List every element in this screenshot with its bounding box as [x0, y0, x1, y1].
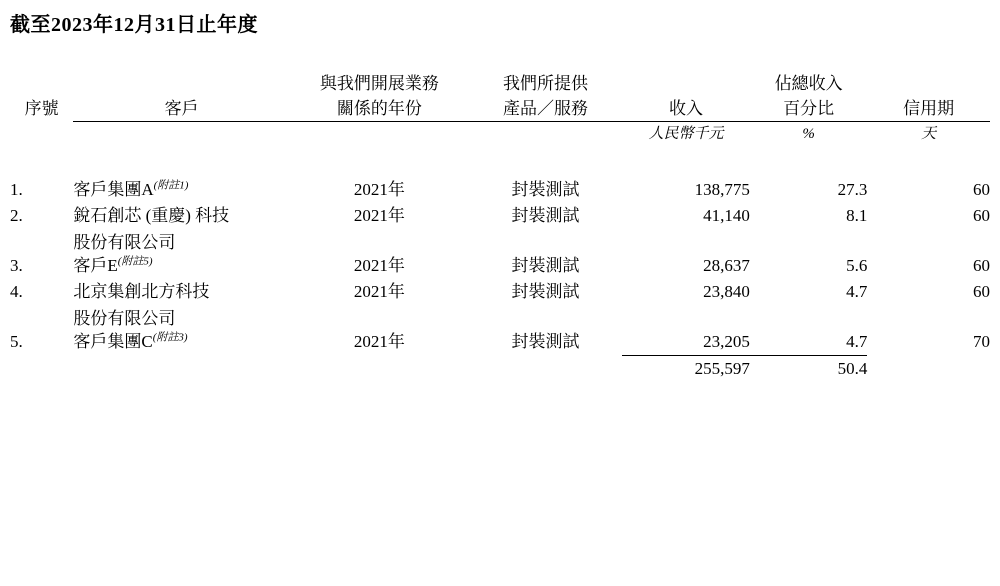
row-revenue: 23,205	[703, 332, 750, 352]
row-customer-name: 客戶集團C	[73, 332, 153, 352]
row-no: 4.	[10, 281, 23, 301]
unit-years	[290, 122, 469, 143]
row-product: 封裝測試	[511, 256, 580, 276]
row-customer-line2: 股份有限公司	[73, 233, 176, 253]
row-customer-name: 北京集創北方科技	[73, 281, 210, 301]
header-years-line1: 與我們開展業務	[319, 74, 439, 93]
row-customer-name: 銳石創芯 (重慶) 科技	[73, 205, 230, 225]
row-customer-note: (附註3)	[152, 331, 188, 344]
row-no: 3.	[10, 256, 23, 276]
header-product	[469, 72, 622, 121]
header-percentage	[750, 72, 868, 121]
row-customer-name: 客戶E	[73, 256, 118, 276]
header-no	[10, 72, 73, 121]
table-row	[10, 203, 990, 229]
row-revenue: 41,140	[703, 205, 750, 225]
cont-percentage	[750, 228, 868, 253]
cont-no	[10, 304, 73, 329]
row-years: 2021年	[353, 281, 405, 301]
cont-credit	[867, 304, 990, 329]
total-revenue: 255,597	[694, 358, 750, 378]
header-pct-line1: 佔總收入	[774, 74, 843, 93]
row-percentage: 8.1	[846, 205, 868, 225]
table-header-row	[10, 72, 990, 121]
row-percentage: 4.7	[846, 332, 868, 352]
row-credit: 60	[973, 256, 990, 276]
row-no: 1.	[10, 180, 23, 200]
header-product-line2: 產品／服務	[502, 98, 588, 118]
total-credit	[867, 356, 990, 382]
total-customer	[73, 356, 290, 382]
row-years: 2021年	[353, 180, 405, 200]
header-no-label: 序號	[24, 98, 59, 118]
header-pct-line2: 百分比	[783, 98, 835, 118]
unit-customer	[73, 122, 290, 143]
page-title: 截至2023年12月31日止年度	[10, 14, 258, 36]
row-percentage: 27.3	[837, 180, 868, 200]
row-customer-note: (附註5)	[117, 255, 153, 268]
header-years	[290, 72, 469, 121]
header-credit-label: 信用期	[903, 98, 955, 118]
table-row	[10, 177, 990, 203]
row-credit: 70	[973, 332, 990, 352]
cont-product	[469, 304, 622, 329]
row-revenue: 28,637	[703, 256, 750, 276]
total-percentage: 50.4	[837, 358, 868, 378]
total-row	[10, 356, 990, 382]
row-customer	[73, 329, 290, 355]
unit-percentage: %	[802, 126, 815, 143]
header-revenue	[622, 72, 750, 121]
row-credit: 60	[973, 180, 990, 200]
row-years: 2021年	[353, 205, 405, 225]
row-revenue: 138,775	[694, 180, 750, 200]
row-years: 2021年	[353, 332, 405, 352]
row-revenue: 23,840	[703, 281, 750, 301]
spacer-cell	[10, 143, 990, 177]
row-customer	[73, 203, 290, 229]
header-revenue-label: 收入	[668, 98, 703, 118]
cont-years	[290, 228, 469, 253]
header-customer-label: 客戶	[164, 98, 199, 118]
row-customer-note: (附註1)	[153, 179, 189, 192]
row-product: 封裝測試	[511, 205, 580, 225]
row-percentage: 5.6	[846, 256, 868, 276]
total-years	[290, 356, 469, 382]
row-no: 5.	[10, 332, 23, 352]
unit-revenue: 人民幣千元	[648, 126, 724, 143]
row-customer	[73, 177, 290, 203]
row-percentage: 4.7	[846, 281, 868, 301]
row-product: 封裝測試	[511, 180, 580, 200]
row-credit: 60	[973, 205, 990, 225]
cont-years	[290, 304, 469, 329]
unit-credit: 天	[921, 126, 937, 143]
cont-no	[10, 228, 73, 253]
total-product	[469, 356, 622, 382]
table-row	[10, 253, 990, 279]
total-no	[10, 356, 73, 382]
major-customers-table	[10, 72, 990, 381]
units-spacer-row	[10, 143, 990, 177]
row-no: 2.	[10, 205, 23, 225]
cont-revenue	[622, 304, 750, 329]
row-product: 封裝測試	[511, 281, 580, 301]
cont-product	[469, 228, 622, 253]
cont-revenue	[622, 228, 750, 253]
header-credit-period	[867, 72, 990, 121]
header-product-line1: 我們所提供	[502, 74, 588, 93]
row-customer	[73, 253, 290, 279]
row-customer	[73, 279, 290, 305]
row-product: 封裝測試	[511, 332, 580, 352]
cont-credit	[867, 228, 990, 253]
unit-product	[469, 122, 622, 143]
row-customer-name: 客戶集團A	[73, 180, 154, 200]
table-row	[10, 279, 990, 305]
table-row	[10, 329, 990, 355]
header-years-line2: 關係的年份	[336, 98, 422, 118]
header-customer	[73, 72, 290, 121]
table-row-continuation	[10, 304, 990, 329]
unit-no	[10, 122, 73, 143]
row-credit: 60	[973, 281, 990, 301]
units-row	[10, 122, 990, 143]
cont-percentage	[750, 304, 868, 329]
row-customer-line2: 股份有限公司	[73, 309, 176, 329]
table-row-continuation	[10, 228, 990, 253]
row-years: 2021年	[353, 256, 405, 276]
